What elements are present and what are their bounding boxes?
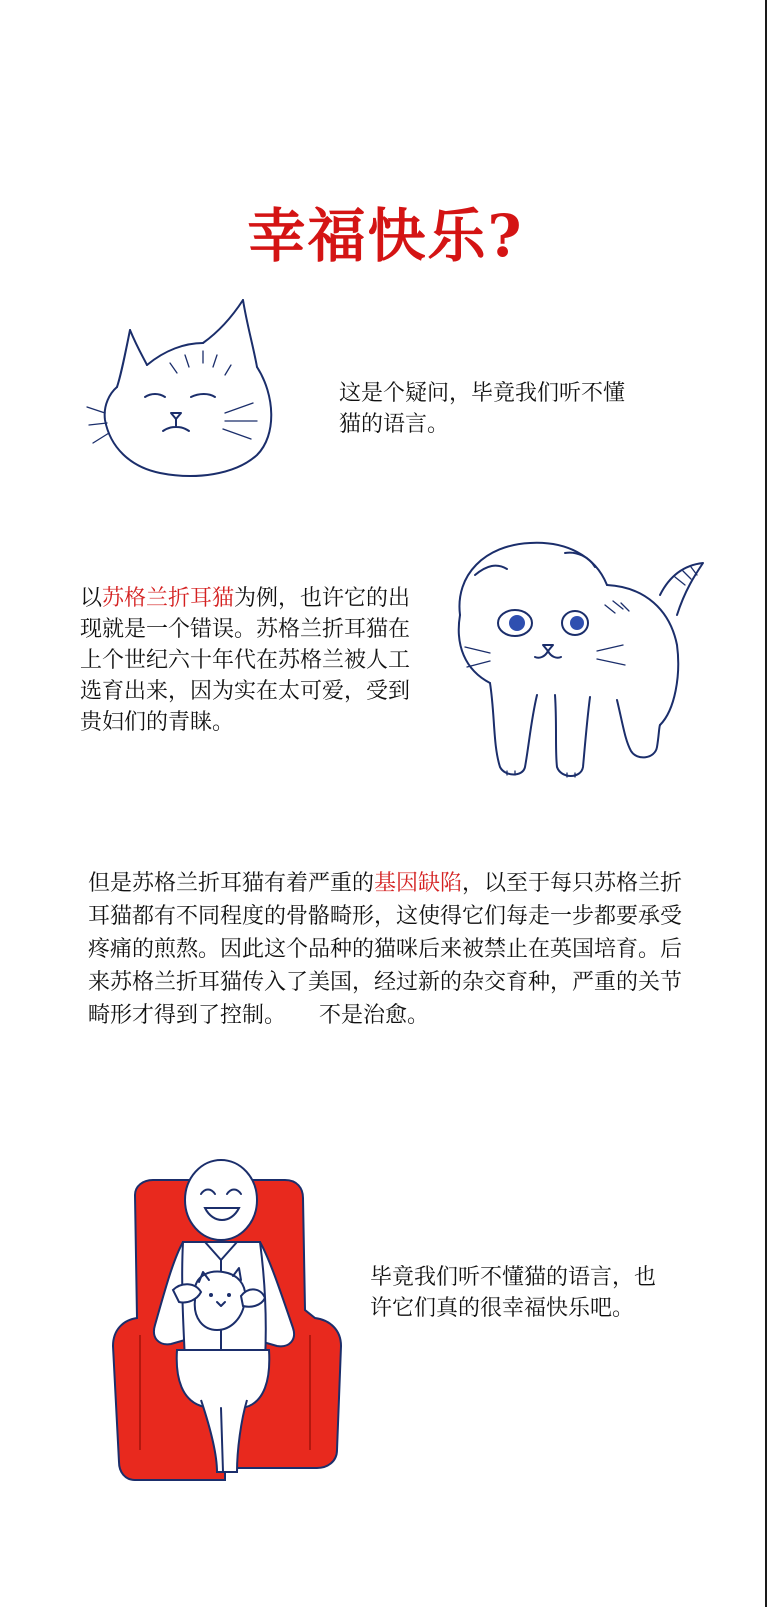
page-title: 幸福快乐? <box>247 201 524 270</box>
section3-rest: ，以至于每只苏格兰折耳猫都有不同程度的骨骼畸形，这使得它们每走一步都要承受疼痛的煎熬。因此这个品种的猫咪后来被禁止在英国培育。后来苏格兰折耳猫传入了美国，经过新的杂交育种，严重的关节畸形才得到了控制。 不是治愈。 <box>88 871 683 1028</box>
person-on-armchair-illustration <box>105 1150 350 1490</box>
scottish-fold-cat-illustration <box>445 535 715 785</box>
section2-highlight: 苏格兰折耳猫 <box>102 586 235 611</box>
section2-rest: 为例，也许它的出现就是一个错误。苏格兰折耳猫在上个世纪六十年代在苏格兰被人工选育出来，因为实在太可爱，受到贵妇们的青睐。 <box>80 586 411 735</box>
section1-text: 这是个疑问，毕竟我们听不懂猫的语言。 <box>339 381 626 437</box>
section2-text <box>80 583 420 738</box>
section3-text <box>88 867 688 1032</box>
section4-text: 毕竟我们听不懂猫的语言，也许它们真的很幸福快乐吧。 <box>370 1265 657 1321</box>
section3-highlight: 基因缺陷 <box>374 871 463 896</box>
cat-head-illustration <box>85 295 285 485</box>
section3-prefix: 但是苏格兰折耳猫有着严重的 <box>88 871 375 896</box>
section2-prefix: 以 <box>80 586 103 611</box>
